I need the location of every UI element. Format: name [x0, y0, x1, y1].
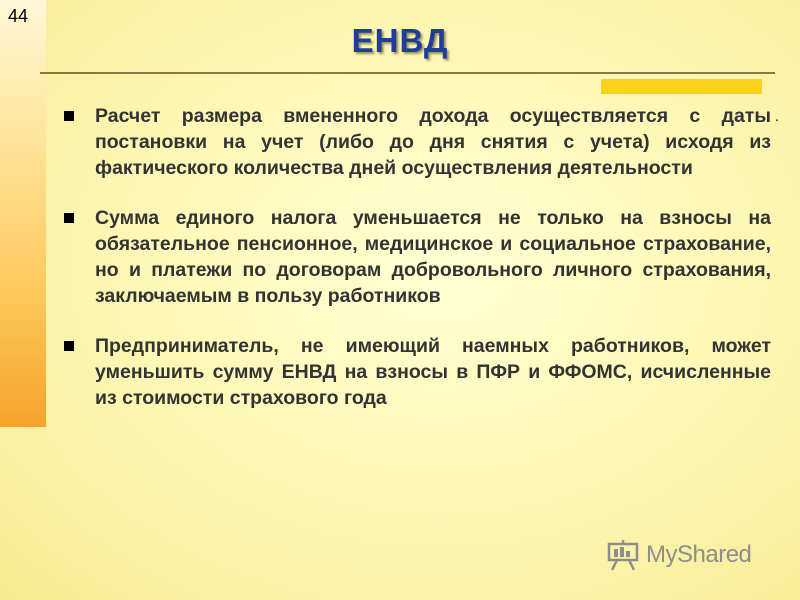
title-divider — [40, 72, 775, 74]
accent-bar — [601, 79, 762, 94]
slide-number: 44 — [8, 6, 29, 26]
bullet-text: Предприниматель, не имеющий наемных работников, может уменьшить сумму ЕНВД на взносы в ПФР и ФФОМС, исчисленные из стоимости страхового года — [95, 335, 771, 409]
bullet-item — [62, 205, 771, 309]
presentation-board-icon — [606, 538, 642, 572]
bullet-item — [62, 333, 771, 411]
corner-mark: . — [775, 108, 779, 124]
square-bullet-icon — [64, 213, 74, 223]
watermark — [606, 538, 766, 572]
bullet-item — [62, 103, 771, 181]
slide-title: ЕНВД — [351, 22, 449, 59]
square-bullet-icon — [64, 341, 74, 351]
bullet-list — [62, 103, 771, 435]
bullet-text: Сумма единого налога уменьшается не только на взносы на обязательное пенсионное, медицинское и социальное страхование, но и платежи по договорам добровольного личного страхования, заключаемым в пользу работников — [95, 207, 771, 307]
left-decorative-bar — [0, 0, 46, 427]
watermark-text: MyShared — [646, 541, 752, 568]
square-bullet-icon — [64, 111, 74, 121]
bullet-text: Расчет размера вмененного дохода осуществляется с даты постановки на учет (либо до дня снятия с учета) исходя из фактического количества дней осуществления деятельности — [95, 105, 771, 179]
